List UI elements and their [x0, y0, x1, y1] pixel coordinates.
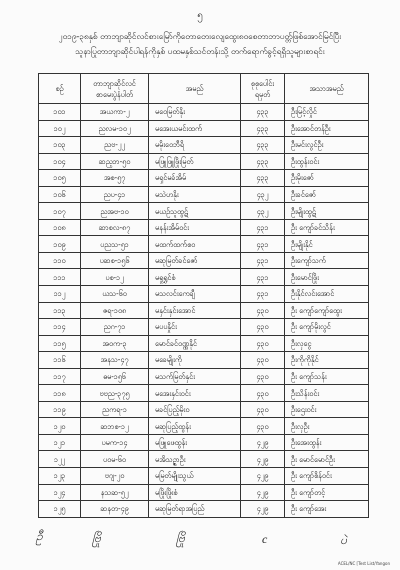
exam-no-cell: အနသ-၄၇: [81, 352, 149, 369]
owner-cell: ဦး ကျော်တင့်: [285, 484, 369, 501]
header-total-line1: စုစုပေါင်း: [250, 78, 275, 88]
table-row: [39, 286, 369, 303]
exam-no-cell: ဆနတ-၄၉: [81, 501, 149, 518]
exam-no-cell: ညအဗ-၁၀: [81, 203, 149, 220]
serial-cell: ၁၁၉: [39, 401, 81, 418]
owner-cell: ဦးလှဦး: [285, 418, 369, 435]
table-row: [39, 252, 369, 269]
owner-cell: ဦးထွန်းဝင်း: [285, 153, 369, 170]
owner-cell: ဦးမြင့်လှိုင်: [285, 104, 369, 121]
table-row: [39, 368, 369, 385]
total-cell: ၄၃၂: [241, 186, 285, 203]
name-cell: မဖြူဖေထွန်း: [149, 434, 241, 451]
title-line-2: သူနာပြုတာဘျာဆိုင်ပါရန်ကိုနှစ် ပထမနှစ်သင်တန်းသို့ တက်ရောက်ခွင့်ရရှိသူများစာရင်း: [75, 46, 325, 56]
serial-cell: ၁၀၇: [39, 203, 81, 220]
table-row: [39, 186, 369, 203]
serial-cell: ၁၁၇: [39, 368, 81, 385]
exam-no-cell: ဆာစလ-၈၇: [81, 219, 149, 236]
serial-cell: ၁၀၅: [39, 170, 81, 187]
owner-cell: ဦး ကျော်ခင်သိန်း: [285, 219, 369, 236]
serial-cell: ၁၁၈: [39, 385, 81, 402]
total-cell: ၄၃၃: [241, 120, 285, 137]
serial-cell: ၁၀၉: [39, 236, 81, 253]
table-row: [39, 269, 369, 286]
owner-cell: ဦး ကျော်အေး: [285, 501, 369, 518]
name-cell: မထက်ထက်စဝ: [149, 236, 241, 253]
serial-cell: ၁၂၃: [39, 468, 81, 485]
total-cell: ၄၃၀: [241, 401, 285, 418]
signature-1: ဦ: [36, 529, 43, 543]
total-cell: ၄၃၃: [241, 153, 285, 170]
exam-no-cell: အယကာ-၂: [81, 104, 149, 121]
owner-cell: ဦးအေးထွန်း: [285, 434, 369, 451]
name-cell: မယဉ်သူထွဋ်: [149, 203, 241, 220]
total-cell: ၄၂၉: [241, 484, 285, 501]
owner-cell: ဦးကျော်သက်: [285, 252, 369, 269]
table-row: [39, 203, 369, 220]
name-cell: မဖြူဖြူဖြိုးမြတ်: [149, 153, 241, 170]
total-cell: ၄၃၃: [241, 137, 285, 154]
table-row: [39, 451, 369, 468]
owner-cell: ဦး ကျော်ကျော်ထွေး: [285, 302, 369, 319]
header-total-line2: ရမှတ်: [254, 89, 271, 99]
owner-cell: ဦးမောင်ဖြိုး: [285, 269, 369, 286]
owner-cell: ဦးသိန်းဝင်း: [285, 385, 369, 402]
name-cell: မဆုမြတ်ခင်ဇော်: [149, 252, 241, 269]
owner-cell: ဦး ကျော်မိုးလွင်: [285, 319, 369, 336]
header-serial: စဉ်: [39, 74, 81, 104]
table-row: [39, 468, 369, 485]
name-cell: မအိသဉ္ဇာဦး: [149, 451, 241, 468]
exam-no-cell: ယသ-၆၀: [81, 286, 149, 303]
name-cell: မအေးနှင်းဝင်း: [149, 385, 241, 402]
exam-no-cell: နသဆ-၅၂: [81, 484, 149, 501]
serial-cell: ၁၁၀: [39, 252, 81, 269]
total-cell: ၄၂၉: [241, 451, 285, 468]
header-exam-no-line1: တာဘျာဆိုင်လင်: [93, 78, 136, 88]
table-header-row: [39, 74, 369, 104]
name-cell: မောင်ခင်ဝဏ္ဏနိုင်: [149, 335, 241, 352]
exam-no-cell: ညလမ-၁၀၂: [81, 120, 149, 137]
exam-no-cell: ဆည့ဘ-၅၀: [81, 153, 149, 170]
table-row: [39, 120, 369, 137]
table-row: [39, 236, 369, 253]
owner-cell: ဦးမျိုးထွဋ်: [285, 203, 369, 220]
name-cell: မမိုးဝေဘီရိ: [149, 137, 241, 154]
exam-no-cell: ပဝမ-၆၀: [81, 451, 149, 468]
exam-no-cell: ဓမ-၁၅၆: [81, 368, 149, 385]
serial-cell: ၁၂၀: [39, 418, 81, 435]
table-row: [39, 385, 369, 402]
owner-cell: ဦးမျိုးနိုင်: [285, 236, 369, 253]
name-cell: မဆုပြည့်ထွန်း: [149, 418, 241, 435]
total-cell: ၄၃၀: [241, 385, 285, 402]
signature-3: ဗြို: [176, 531, 185, 545]
table-row: [39, 335, 369, 352]
header-owner: အသာအမည်: [285, 74, 369, 104]
serial-cell: ၁၂၄: [39, 484, 81, 501]
owner-cell: ဦးမင်းလွင်ဦး: [285, 137, 369, 154]
total-cell: ၄၃၃: [241, 170, 285, 187]
footer-code: ACEL/NC [Test List/Yangon: [337, 561, 390, 566]
serial-cell: ၁၀၄: [39, 153, 81, 170]
name-cell: မဆုမြတ်ရာအပြည်: [149, 501, 241, 518]
total-cell: ၄၃၀: [241, 352, 285, 369]
serial-cell: ၁၂၁: [39, 434, 81, 451]
total-cell: ၄၃၁: [241, 219, 285, 236]
total-cell: ၄၃၀: [241, 319, 285, 336]
total-cell: ၄၃၀: [241, 368, 285, 385]
name-cell: မသက်မြတ်နှင်း: [149, 368, 241, 385]
owner-cell: ဦးမိုးဇော်: [285, 170, 369, 187]
exam-no-cell: အဝက-၃: [81, 335, 149, 352]
serial-cell: ၁၁၅: [39, 335, 81, 352]
exam-no-cell: ဇရ-၁၀၈: [81, 302, 149, 319]
page-number: ၅: [197, 10, 203, 21]
header-exam-no-line2: စာမေးပွဲနံပါတ်: [96, 89, 133, 99]
table-row: [39, 219, 369, 236]
exam-no-cell: ညကရ-၁: [81, 401, 149, 418]
serial-cell: ၁၀၆: [39, 186, 81, 203]
serial-cell: ၁၀၁: [39, 104, 81, 121]
name-cell: မနှင်းနှင်းအောင်: [149, 302, 241, 319]
exam-no-cell: ညပ-၄၁: [81, 186, 149, 203]
table-row: [39, 418, 369, 435]
table-row: [39, 501, 369, 518]
header-exam-no: [81, 74, 149, 104]
total-cell: ၄၃၀: [241, 302, 285, 319]
owner-cell: ဦး မောင်မောင်ဦး: [285, 451, 369, 468]
header-name: အမည်: [149, 74, 241, 104]
name-cell: မမြတ်မျိုးသွယ်: [149, 468, 241, 485]
name-cell: မနန်းအိမ်ဝင်း: [149, 219, 241, 236]
total-cell: ၄၃၁: [241, 269, 285, 286]
exam-no-cell: ပမက-၁၄: [81, 434, 149, 451]
total-cell: ၄၂၉: [241, 434, 285, 451]
total-cell: ၄၃၁: [241, 286, 285, 303]
table-row: [39, 401, 369, 418]
table-row: [39, 434, 369, 451]
serial-cell: ၁၂၅: [39, 501, 81, 518]
serial-cell: ၁၀၂: [39, 120, 81, 137]
serial-cell: ၁၁၃: [39, 302, 81, 319]
name-cell: မပပနှိုင်း: [149, 319, 241, 336]
name-cell: မသလင်းကေချီ: [149, 286, 241, 303]
owner-cell: ဦး ကျော်သန်း: [285, 368, 369, 385]
exam-no-cell: ညဂ-၇၁: [81, 319, 149, 336]
name-cell: မသဲဟနိုး: [149, 186, 241, 203]
owner-cell: ဦး ကျော်စိန်ဝင်း: [285, 468, 369, 485]
total-cell: ၄၃၁: [241, 252, 285, 269]
name-cell: မခင်ပြည့်မိုးဝ: [149, 401, 241, 418]
exam-no-cell: ဗဗည-၃၇၅: [81, 385, 149, 402]
table-body: [39, 104, 369, 518]
exam-no-cell: ပညသ-၅၁: [81, 236, 149, 253]
serial-cell: ၁၁၁: [39, 269, 81, 286]
exam-no-cell: ဗဂျ-၂၀: [81, 468, 149, 485]
owner-cell: ဦးလှငွေ: [285, 335, 369, 352]
signature-2: ဗြို: [92, 531, 101, 545]
exam-no-cell: ဆဘစ-၁၂: [81, 418, 149, 435]
serial-cell: ၁၀၃: [39, 137, 81, 154]
table-row: [39, 484, 369, 501]
serial-cell: ၁၁၂: [39, 286, 81, 303]
owner-cell: ဦးကိုကိုနိုင်: [285, 352, 369, 369]
name-cell: မရှင်မခ်အိမ်: [149, 170, 241, 187]
table-row: [39, 319, 369, 336]
total-cell: ၄၃၀: [241, 418, 285, 435]
title-line-1: ၂၀၁၉-၃၈နှစ် တာဘျာဆိုင်လင်စားမြော်ကိုတောတေးလျေထွေး၈၀စေတာဘာပတ္တ်ဖြစ်အောင်မြင်ပြီး: [58, 31, 342, 41]
serial-cell: ၁၀၈: [39, 219, 81, 236]
name-cell: မဝေမြတ်နိုး: [149, 104, 241, 121]
signature-5: ပဲ: [340, 533, 347, 547]
table-row: [39, 153, 369, 170]
exam-no-cell: အစ-၅၇: [81, 170, 149, 187]
header-total: [241, 74, 285, 104]
table-row: [39, 302, 369, 319]
name-cell: မဖြိုးဖြိုးစံ: [149, 484, 241, 501]
owner-cell: ဦးနိုင်လင်းအောင်: [285, 286, 369, 303]
serial-cell: ၁၁၆: [39, 352, 81, 369]
exam-no-cell: ညဗ-၂၂: [81, 137, 149, 154]
total-cell: ၄၃၀: [241, 335, 285, 352]
exam-no-cell: ပဆစ-၁၅၆: [81, 252, 149, 269]
table-row: [39, 170, 369, 187]
total-cell: ၄၃၃: [241, 104, 285, 121]
table-row: [39, 104, 369, 121]
total-cell: ၄၃၁: [241, 236, 285, 253]
name-cell: မအေးယမင်းထက်: [149, 120, 241, 137]
table-row: [39, 137, 369, 154]
serial-cell: ၁၁၄: [39, 319, 81, 336]
total-cell: ၄၂၉: [241, 468, 285, 485]
name-cell: မခေမျိုးကို: [149, 352, 241, 369]
serial-cell: ၁၂၂: [39, 451, 81, 468]
table-row: [39, 352, 369, 369]
signature-4: c: [262, 532, 268, 546]
name-cell: မရှုရွှင်စံ: [149, 269, 241, 286]
owner-cell: ဦးဌေးဝင်း: [285, 401, 369, 418]
results-table: [38, 73, 369, 518]
owner-cell: ဦးအောင်တန်ဦး: [285, 120, 369, 137]
total-cell: ၄၃၂: [241, 203, 285, 220]
exam-no-cell: ပစ-၁၂: [81, 269, 149, 286]
owner-cell: ဦးခင်ဇော်: [285, 186, 369, 203]
total-cell: ၄၂၉: [241, 501, 285, 518]
